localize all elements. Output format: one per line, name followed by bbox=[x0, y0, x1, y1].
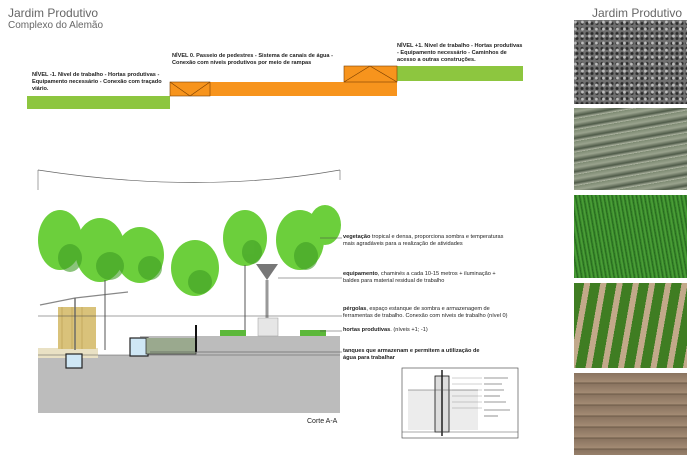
grass-texture bbox=[574, 195, 687, 278]
crop-rows-texture bbox=[574, 283, 687, 368]
side-title: Jardim Produtivo bbox=[592, 6, 683, 20]
water-texture bbox=[574, 108, 687, 190]
page-subtitle: Complexo do Alemão bbox=[8, 20, 104, 31]
annotation-tanks: tanques que armazenam e permitem a utilização de água para trabalhar bbox=[343, 348, 480, 361]
annotation-pergolas: pérgolas, espaço estanque de sombra e armazenagem de ferramentas de trabalho. Conexão com níveis de trabalho (nível 0) bbox=[343, 306, 508, 319]
wood-planks-texture bbox=[574, 373, 687, 455]
level-plus1-label: NÍVEL +1. Nivel de trabalho - Hortas produtivas - Equipamento necessário - Caminhos de acesso a outras construções. bbox=[397, 43, 523, 63]
section-label: Corte A-A bbox=[307, 418, 338, 425]
annotation-vegetation: vegetação tropical e densa, proporciona sombra e temperaturas mais agradáveis para a realização de atividades bbox=[343, 234, 504, 247]
page-title: Jardim Produtivo bbox=[8, 6, 99, 20]
gravel-texture bbox=[574, 20, 687, 104]
annotation-hortas: hortas produtivas. (níveis +1; -1) bbox=[343, 327, 428, 333]
annotation-equipment: equipamento, chaminés a cada 10-15 metros + iluminação + baldes para material residual de trabalho bbox=[343, 271, 496, 284]
level-zero-label: NÍVEL 0. Passeio de pedestres - Sistema de canais de água - Conexão com níveis produtivos por meio de rampas bbox=[172, 53, 333, 66]
level-minus1-label: NÍVEL -1. Nivel de trabalho - Hortas produtivas - Equipamento necessário - Conexão com traçado viário. bbox=[32, 72, 162, 92]
